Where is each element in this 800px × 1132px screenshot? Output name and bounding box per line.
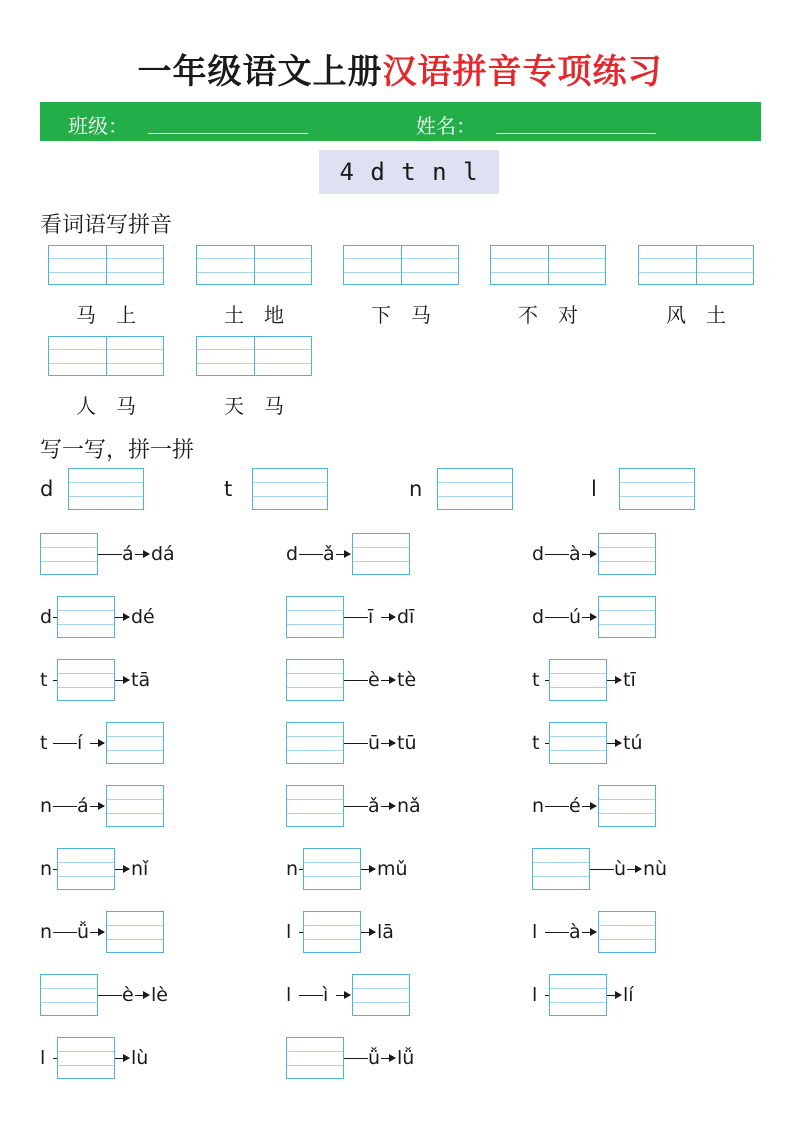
pinyin-writing-box[interactable] bbox=[48, 336, 164, 376]
answer-box[interactable] bbox=[598, 533, 656, 575]
connector-line bbox=[299, 554, 323, 555]
final-vowel: í bbox=[77, 732, 83, 754]
arrow-icon bbox=[115, 617, 129, 618]
class-field[interactable] bbox=[148, 133, 308, 134]
answer-box[interactable] bbox=[286, 785, 344, 827]
answer-box[interactable] bbox=[40, 974, 98, 1016]
final-vowel: ū bbox=[368, 732, 381, 754]
unit-label: 4 d t n l bbox=[319, 150, 499, 194]
syllable-result: lè bbox=[151, 984, 168, 1006]
connector-line bbox=[98, 554, 122, 555]
connector-line bbox=[344, 806, 368, 807]
arrow-icon bbox=[607, 680, 621, 681]
word-label: 马上 bbox=[76, 303, 156, 327]
connector-line bbox=[545, 806, 569, 807]
letter-writing-box[interactable] bbox=[68, 468, 144, 510]
arrow-icon bbox=[115, 1058, 129, 1059]
answer-box[interactable] bbox=[40, 533, 98, 575]
connector-line bbox=[299, 995, 323, 996]
arrow-icon bbox=[582, 617, 596, 618]
syllable-result: mǔ bbox=[377, 858, 408, 880]
class-label: 班级： bbox=[68, 114, 128, 138]
pinyin-writing-box[interactable] bbox=[490, 245, 606, 285]
syllable-result: lā bbox=[377, 921, 394, 943]
arrow-icon bbox=[90, 806, 104, 807]
final-vowel: ù bbox=[614, 858, 627, 880]
final-vowel: á bbox=[122, 543, 134, 565]
arrow-icon bbox=[582, 554, 596, 555]
answer-box[interactable] bbox=[598, 911, 656, 953]
initial-letter: l bbox=[532, 984, 538, 1006]
arrow-icon bbox=[381, 806, 395, 807]
arrow-icon bbox=[381, 617, 395, 618]
final-vowel: ú bbox=[569, 606, 582, 628]
connector-line bbox=[545, 617, 569, 618]
arrow-icon bbox=[135, 554, 149, 555]
word-label: 不对 bbox=[518, 303, 598, 327]
pinyin-writing-box[interactable] bbox=[196, 336, 312, 376]
arrow-icon bbox=[361, 932, 375, 933]
name-label: 姓名： bbox=[416, 114, 476, 138]
page-title bbox=[0, 44, 800, 93]
syllable-result: dé bbox=[131, 606, 155, 628]
answer-box[interactable] bbox=[303, 911, 361, 953]
answer-box[interactable] bbox=[57, 659, 115, 701]
initial-letter: t bbox=[532, 669, 540, 691]
initial-letter: d bbox=[286, 543, 299, 565]
final-vowel: ǚ bbox=[77, 921, 90, 943]
answer-box[interactable] bbox=[106, 911, 164, 953]
arrow-icon bbox=[381, 680, 395, 681]
arrow-icon bbox=[582, 806, 596, 807]
answer-box[interactable] bbox=[106, 722, 164, 764]
arrow-icon bbox=[607, 743, 621, 744]
answer-box[interactable] bbox=[352, 974, 410, 1016]
arrow-icon bbox=[381, 1058, 395, 1059]
final-vowel: à bbox=[569, 543, 581, 565]
initial-letter: n bbox=[40, 858, 53, 880]
arrow-icon bbox=[336, 995, 350, 996]
syllable-result: nù bbox=[643, 858, 668, 880]
syllable-result: tā bbox=[131, 669, 151, 691]
connector-line bbox=[53, 806, 77, 807]
initial-letter: d bbox=[532, 606, 545, 628]
letter-writing-box[interactable] bbox=[619, 468, 695, 510]
connector-line bbox=[53, 743, 77, 744]
answer-box[interactable] bbox=[57, 596, 115, 638]
final-vowel: ǎ bbox=[323, 543, 335, 565]
answer-box[interactable] bbox=[598, 596, 656, 638]
connector-line bbox=[344, 1058, 368, 1059]
arrow-icon bbox=[90, 932, 104, 933]
final-vowel: á bbox=[77, 795, 89, 817]
final-vowel: é bbox=[569, 795, 581, 817]
letter-writing-box[interactable] bbox=[252, 468, 328, 510]
answer-box[interactable] bbox=[106, 785, 164, 827]
initial-letter: l bbox=[286, 984, 292, 1006]
word-label: 土地 bbox=[224, 303, 304, 327]
pinyin-writing-box[interactable] bbox=[196, 245, 312, 285]
pinyin-writing-box[interactable] bbox=[48, 245, 164, 285]
pinyin-writing-box[interactable] bbox=[343, 245, 459, 285]
answer-box[interactable] bbox=[286, 722, 344, 764]
arrow-icon bbox=[115, 869, 129, 870]
header-bar bbox=[40, 102, 761, 141]
answer-box[interactable] bbox=[352, 533, 410, 575]
initial-letter: n bbox=[40, 921, 53, 943]
connector-line bbox=[590, 869, 614, 870]
initial-letter: l bbox=[591, 477, 597, 501]
arrow-icon bbox=[135, 995, 149, 996]
connector-line bbox=[344, 680, 368, 681]
pinyin-writing-box[interactable] bbox=[638, 245, 754, 285]
initial-letter: t bbox=[224, 477, 233, 501]
final-vowel: è bbox=[122, 984, 134, 1006]
connector-line bbox=[344, 617, 368, 618]
connector-line bbox=[545, 932, 569, 933]
answer-box[interactable] bbox=[598, 785, 656, 827]
syllable-result: tū bbox=[397, 732, 417, 754]
arrow-icon bbox=[336, 554, 350, 555]
syllable-result: lí bbox=[623, 984, 634, 1006]
syllable-result: dī bbox=[397, 606, 415, 628]
initial-letter: l bbox=[532, 921, 538, 943]
syllable-result: tī bbox=[623, 669, 636, 691]
connector-line bbox=[344, 743, 368, 744]
final-vowel: ǎ bbox=[368, 795, 380, 817]
answer-box[interactable] bbox=[57, 848, 115, 890]
arrow-icon bbox=[115, 680, 129, 681]
arrow-icon bbox=[627, 869, 641, 870]
answer-box[interactable] bbox=[286, 659, 344, 701]
title-black: 一年级语文上册 bbox=[137, 52, 383, 92]
arrow-icon bbox=[90, 743, 104, 744]
letter-writing-box[interactable] bbox=[437, 468, 513, 510]
syllable-result: lù bbox=[131, 1047, 149, 1069]
answer-box[interactable] bbox=[549, 974, 607, 1016]
word-label: 下马 bbox=[371, 303, 451, 327]
final-vowel: ì bbox=[323, 984, 329, 1006]
answer-box[interactable] bbox=[549, 722, 607, 764]
title-red: 汉语拼音专项练习 bbox=[382, 52, 663, 92]
arrow-icon bbox=[607, 995, 621, 996]
syllable-result: tè bbox=[397, 669, 417, 691]
initial-letter: d bbox=[40, 477, 54, 501]
final-vowel: ǚ bbox=[368, 1047, 381, 1069]
final-vowel: è bbox=[368, 669, 380, 691]
section2-title: 写一写，拼一拼 bbox=[40, 438, 195, 463]
initial-letter: n bbox=[40, 795, 53, 817]
syllable-result: dá bbox=[151, 543, 175, 565]
initial-letter: d bbox=[40, 606, 53, 628]
final-vowel: ī bbox=[368, 606, 374, 628]
connector-line bbox=[98, 995, 122, 996]
word-label: 风土 bbox=[666, 303, 746, 327]
initial-letter: t bbox=[40, 669, 48, 691]
answer-box[interactable] bbox=[57, 1037, 115, 1079]
initial-letter: t bbox=[532, 732, 540, 754]
connector-line bbox=[53, 932, 77, 933]
initial-letter: n bbox=[532, 795, 545, 817]
initial-letter: l bbox=[286, 921, 292, 943]
initial-letter: n bbox=[409, 477, 423, 501]
word-label: 人马 bbox=[76, 394, 156, 418]
word-label: 天马 bbox=[224, 394, 304, 418]
section1-title: 看词语写拼音 bbox=[40, 213, 173, 238]
answer-box[interactable] bbox=[286, 596, 344, 638]
initial-letter: d bbox=[532, 543, 545, 565]
answer-box[interactable] bbox=[286, 1037, 344, 1079]
connector-line bbox=[545, 554, 569, 555]
initial-letter: t bbox=[40, 732, 48, 754]
syllable-result: nǎ bbox=[397, 795, 421, 817]
initial-letter: l bbox=[40, 1047, 46, 1069]
name-field[interactable] bbox=[496, 133, 656, 134]
answer-box[interactable] bbox=[549, 659, 607, 701]
arrow-icon bbox=[582, 932, 596, 933]
answer-box[interactable] bbox=[303, 848, 361, 890]
arrow-icon bbox=[381, 743, 395, 744]
syllable-result: tú bbox=[623, 732, 643, 754]
initial-letter: n bbox=[286, 858, 299, 880]
syllable-result: lǚ bbox=[397, 1047, 415, 1069]
answer-box[interactable] bbox=[532, 848, 590, 890]
final-vowel: à bbox=[569, 921, 581, 943]
syllable-result: nǐ bbox=[131, 858, 149, 880]
arrow-icon bbox=[361, 869, 375, 870]
